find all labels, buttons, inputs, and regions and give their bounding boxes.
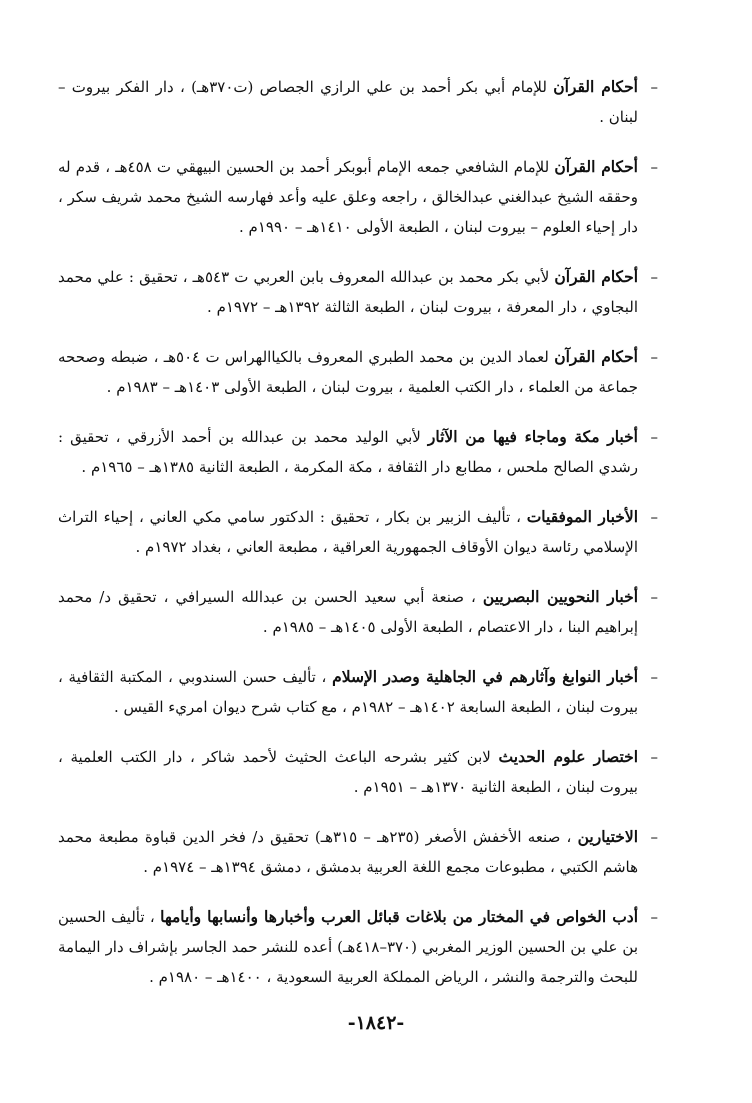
entry-title: أحكام القرآن [554, 157, 638, 176]
entry-title: أخبار مكة وماجاء فيها من الآثار [427, 427, 638, 446]
bibliography-entry [58, 662, 658, 722]
entry-title: أدب الخواص في المختار من بلاغات قبائل العرب وأخبارها وأنسابها وأيامها [160, 907, 638, 926]
entry-text: ، تأليف الزبير بن بكار ، تحقيق : الدكتور سامي مكي العاني ، إحياء التراث الإسلامي رئاسة ديوان الأوقاف الجمهورية العراقية ، مطبعة العاني ، بغداد ١٩٧٢م . [58, 508, 638, 556]
entry-title: الاختيارين [577, 827, 638, 846]
page-number: -١٨٤٢- [347, 1012, 405, 1034]
entry-text: ، صنعه الأخفش الأصغر (٢٣٥هـ – ٣١٥هـ) تحقيق د/ فخر الدين قباوة مطبعة محمد هاشم الكتبي ، مطبوعات مجمع اللغة العربية بدمشق ، دمشق ١٣٩٤هـ – ١٩٧٤م . [58, 828, 638, 876]
entry-text: لأبي بكر محمد بن عبدالله المعروف بابن العربي ت ٥٤٣هـ ، تحقيق : علي محمد البجاوي ، دار المعرفة ، بيروت لبنان ، الطبعة الثالثة ١٣٩٢هـ – ١٩٧٢م . [58, 268, 638, 316]
entry-title: أحكام القرآن [553, 77, 638, 96]
entry-text: للإمام أبي بكر أحمد بن علي الرازي الجصاص (ت٣٧٠هـ) ، دار الفكر بيروت – لبنان . [58, 78, 638, 126]
entry-text: للإمام الشافعي جمعه الإمام أبوبكر أحمد بن الحسين البيهقي ت ٤٥٨هـ ، قدم له وحققه الشيخ عبدالغني عبدالخالق ، راجعه وعلق عليه وأعد فهارسه الشيخ محمد شريف سكر ، دار إحياء العلوم – بيروت لبنان ، الطبعة الأولى ١٤١٠هـ – ١٩٩٠م . [58, 158, 638, 236]
entry-title: اختصار علوم الحديث [498, 747, 639, 766]
entry-text: لعماد الدين بن محمد الطبري المعروف بالكياالهراس ت ٥٠٤هـ ، ضبطه وصححه جماعة من العلماء ، دار الكتب العلمية ، بيروت لبنان ، الطبعة الأولى ١٤٠٣هـ – ١٩٨٣م . [58, 348, 638, 396]
bibliography-list [58, 72, 658, 1012]
entry-title: أخبار النوابغ وآثارهم في الجاهلية وصدر الإسلام [332, 667, 638, 686]
entry-title: أحكام القرآن [554, 347, 638, 366]
entry-text: ، تأليف حسن السندوبي ، المكتبة الثقافية ، بيروت لبنان ، الطبعة السابعة ١٤٠٢هـ – ١٩٨٢م ، مع كتاب شرح ديوان امريء القيس . [58, 668, 638, 716]
bibliography-entry [58, 502, 658, 562]
bibliography-entry [58, 582, 658, 642]
entry-text: ، تأليف الحسين بن علي بن الحسين الوزير المغربي (٣٧٠–٤١٨هـ) أعده للنشر حمد الجاسر بإشراف دار اليمامة للبحث والترجمة والنشر ، الرياض المملكة العربية السعودية ، ١٤٠٠هـ – ١٩٨٠م . [58, 908, 639, 986]
bibliography-entry [58, 342, 658, 402]
bibliography-entry [58, 152, 658, 242]
entry-title: أحكام القرآن [554, 267, 639, 286]
bibliography-entry [58, 742, 658, 802]
bibliography-entry [58, 902, 658, 992]
bibliography-entry [58, 422, 658, 482]
entry-title: أخبار النحويين البصريين [482, 587, 638, 606]
entry-text: ، صنعة أبي سعيد الحسن بن عبدالله السيرافي ، تحقيق د/ محمد إبراهيم البنا ، دار الاعتصام ، الطبعة الأولى ١٤٠٥هـ – ١٩٨٥م . [58, 588, 638, 636]
entry-text: لأبي الوليد محمد بن عبدالله بن أحمد الأزرقي ، تحقيق : رشدي الصالح ملحس ، مطابع دار الثقافة ، مكة المكرمة ، الطبعة الثانية ١٣٨٥هـ – ١٩٦٥م . [58, 428, 638, 476]
bibliography-entry [58, 822, 658, 882]
bibliography-entry [58, 262, 658, 322]
entry-title: الأخبار الموفقيات [526, 507, 639, 526]
bibliography-entry [58, 72, 658, 132]
entry-text: لابن كثير بشرحه الباعث الحثيث لأحمد شاكر ، دار الكتب العلمية ، بيروت لبنان ، الطبعة الثانية ١٣٧٠هـ – ١٩٥١م . [58, 748, 638, 796]
